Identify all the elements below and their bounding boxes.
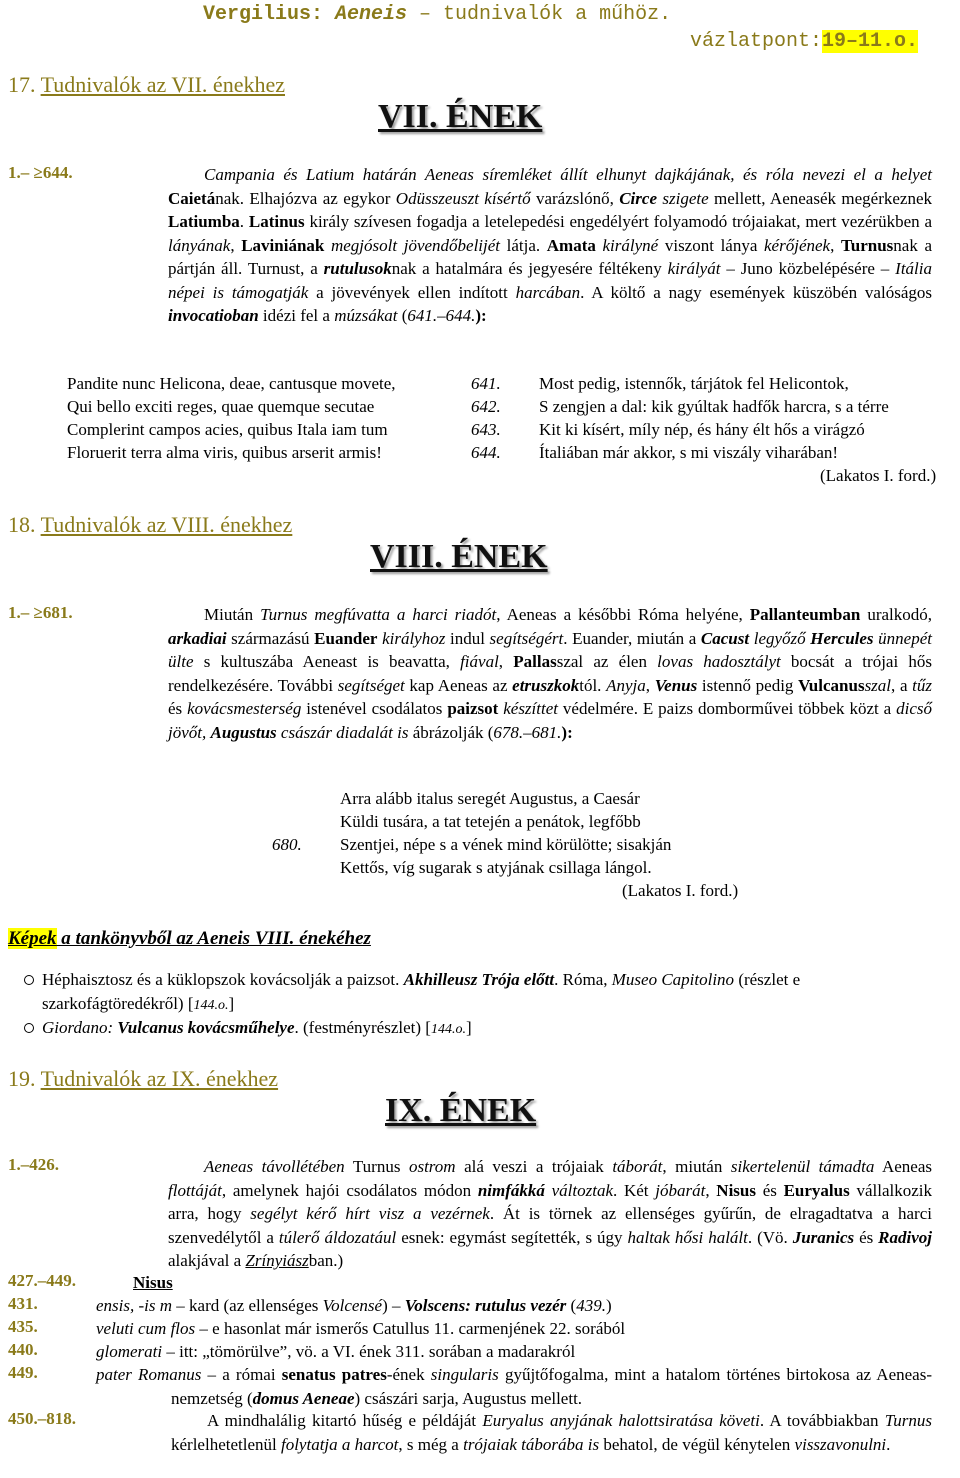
canto-title: IX. ÉNEK (385, 1092, 537, 1129)
hungarian-verses (539, 372, 889, 464)
plan-point (690, 30, 918, 53)
verse-line: Pandite nunc Helicona, deae, cantusque movete, (67, 374, 396, 393)
title-work: Aeneis (335, 3, 408, 26)
line-range: 1.– ≥681. (8, 603, 73, 622)
canto-title: VIII. ÉNEK (370, 538, 548, 575)
verse-number: 680. (272, 835, 302, 854)
verse-line: Complerint campos acies, quibus Itala iam tum (67, 420, 388, 439)
row-number: 440. (8, 1340, 38, 1359)
heading-link[interactable]: Tudnivalók az VIII. énekhez (40, 512, 293, 537)
summary-paragraph: Campania és Latium határán Aeneas síremléket állít elhunyt dajkájának, és róla nevezi el a helyet Caietának. Elhajózva az egykor Odüsszeuszt kísértő varázslónő, Circe szigete mellett, Aeneasék megérkeznek Latiumba. Latinus király szívesen fogadja a letelepedési engedélyért folyamodó trójaiakat, mert vezérükben a lányának, Laviniának megjósolt jövendőbelijét látja. Amata királyné viszont lánya kérőjének, Turnusnak a pártján áll. Turnust, a rutulusoknak a hatalmára és jegyesére féltékeny királyát – Juno közbelépésére – Itália népei is támogatják a jövevények ellen indított harcában. A költő a nagy események küszöbén valóságos invocatioban idézi fel a múzsákat (641.–644.): (168, 165, 933, 325)
picture-bullet: Giordano: Vulcanus kovácsműhelye. (festményrészlet) [144.o.] (42, 1016, 932, 1042)
row-text: A mindhalálig kitartó hűség e példáját Euryalus anyjának halottsiratása követi. A továbbiakban Turnus kérlelhetetlenül folytatja a harcot, s még a trójaiak táborába is behatol, de végül kénytelen visszavonulni. (171, 1411, 933, 1454)
canto-title: VII. ÉNEK (378, 98, 543, 135)
title-rest: – tudnivalók a műhöz. (407, 3, 672, 26)
row-number: 427.–449. (8, 1271, 76, 1290)
verse-line: S zengjen a dal: kik gyúltak hadfők harcra, s a térre (539, 397, 889, 416)
verse-line: Kettős, víg sugarak s atyjának csillaga lángol. (340, 858, 652, 877)
doc-title (203, 3, 671, 26)
plan-label: vázlatpont: (689, 30, 822, 53)
heading-number: 17. (8, 72, 41, 97)
verse-line: Szentjei, népe s a vének mind körülötte; sisakján (340, 835, 672, 854)
summary-paragraph: Miután Turnus megfúvatta a harci riadót, Aeneas a későbbi Róma helyéne, Pallanteumban uralkodó, arkadiai származású Euander királyhoz indul segítségért. Euander, miután a Cacust legyőző Hercules ünnepét ülte s kultuszába Aeneast is beavatta, fiával, Pallasszal az élen lovas hadosztályt bocsát a trójai hős rendelkezésére. További segítséget kap Aeneas az etruszkoktól. Anyja, Venus istennő pedig Vulcanusszal, a tűz és kovácsmesterség istenével csodálatos paizsot készíttet védelmére. E paizs domborművei többek közt a dicső jövőt, Augustus császár diadalát is ábrázolják (678.–681.): (168, 605, 933, 742)
row-text: pater Romanus – a római senatus patres-ének singularis gyűjtőfogalma, mint a hatalom történes birtokosa az Aeneas-nemzetség (domus Aeneae) császári sarja, Augustus mellett. (96, 1365, 932, 1408)
summary-paragraph: Aeneas távollétében Turnus ostrom alá veszi a trójaiak táborát, miután sikertelenül támadta Aeneas flottáját, amelynek hajói csodálatos módon nimfákká változtak. Két jóbarát, Nisus és Euryalus vállalkozik arra, hogy segélyt kérő hírt visz a vezérnek. Át is törnek az ellenséges gyűrűn, de elragadtatva a harci szenvedélytől a túlerő áldozatául esnek: egymást segítették, s úgy haltak hősi halált. (Vö. Juranics és Radivoj alakjával a Zrínyiászban.) (168, 1157, 933, 1270)
row-text: veluti cum flos – e hasonlat már ismerős Catullus 11. carmenjének 22. sorából (96, 1319, 626, 1338)
row-number: 431. (8, 1294, 38, 1313)
row-number: 450.–818. (8, 1409, 76, 1428)
section-18-heading: 18. Tudnivalók az VIII. énekhez (8, 512, 293, 537)
row-text: glomerati – itt: „tömörülve”, vö. a VI. ének 311. sorában a madarakról (96, 1342, 576, 1361)
section-19-heading: 19. Tudnivalók az IX. énekhez (8, 1066, 279, 1091)
verse-line: Most pedig, istennők, tárjátok fel Helicontok, (539, 374, 849, 393)
row-number: 449. (8, 1363, 38, 1382)
line-range: 1.–426. (8, 1155, 59, 1174)
title-author: Vergilius: (203, 3, 336, 26)
picture-bullet: Héphaisztosz és a küklopszok kovácsolják a paizsot. Akhilleusz Trója előtt. Róma, Museo Capitolino (részlet e szarkofágtöredékről) [144.o.] (42, 968, 932, 1017)
row-text: Nisus (133, 1273, 173, 1292)
verse-line: Floruerit terra alma viris, quibus arserit armis! (67, 443, 382, 462)
verse-line: Arra alább italus seregét Augustus, a Caesár (340, 789, 640, 808)
latin-verses (67, 372, 396, 464)
line-range: 1.– ≥644. (8, 163, 73, 182)
heading-link[interactable]: Tudnivalók az IX. énekhez (40, 1066, 279, 1091)
pictures-heading: Képek a tankönyvből az Aeneis VIII. énekéhez (8, 928, 371, 949)
translator-credit: (Lakatos I. ford.) (622, 881, 739, 900)
verse-line: Qui bello exciti reges, quae quemque secutae (67, 397, 375, 416)
bullet-icon (24, 1023, 34, 1033)
hungarian-verses (340, 787, 671, 879)
row-text: ensis, -is m – kard (az ellenséges Volcensé) – Volscens: rutulus vezér (439.) (96, 1296, 612, 1315)
verse-line: Ítaliában már akkor, s mi viszály viharában! (539, 443, 839, 462)
plan-value: 19–11.o. (821, 30, 918, 53)
verse-line: Küldi tusára, a tat tetején a penátok, legfőbb (340, 812, 641, 831)
heading-link[interactable]: Tudnivalók az VII. énekhez (40, 72, 285, 97)
verse-numbers: 641. 642. 643. 644. (471, 374, 501, 462)
row-number: 435. (8, 1317, 38, 1336)
verse-line: Kit ki kísért, míly nép, és hány élt hős a virágzó (539, 420, 865, 439)
translator-credit: (Lakatos I. ford.) (820, 466, 937, 485)
section-17-heading (8, 72, 285, 98)
bullet-icon (24, 975, 34, 985)
